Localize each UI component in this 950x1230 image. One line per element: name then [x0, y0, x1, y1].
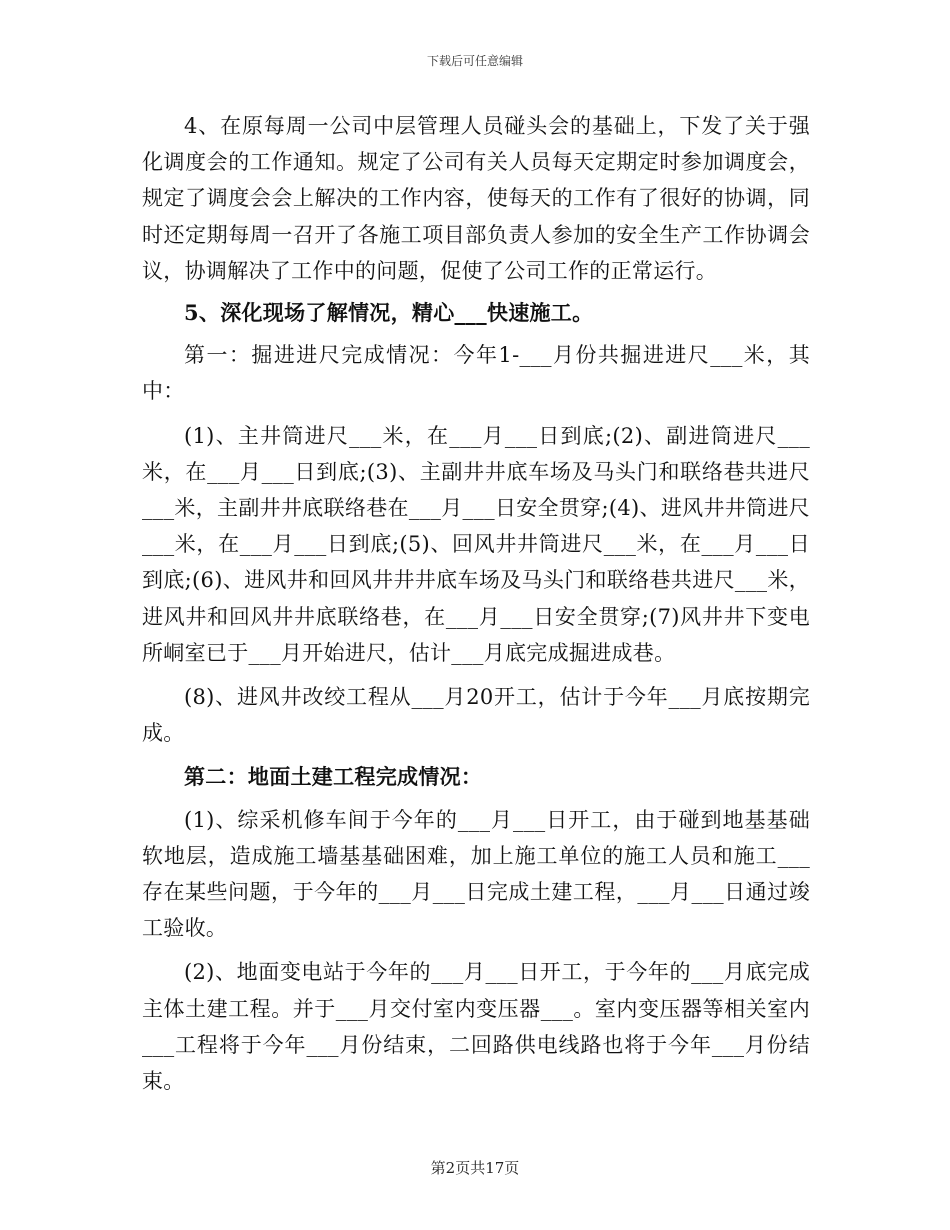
heading-civil-works: 第二：地面土建工程完成情况：	[184, 764, 483, 790]
page-header: 下载后可任意编辑	[426, 54, 523, 68]
paragraph-coordination-meeting: 4、在原每周一公司中层管理人员碰头会的基础上，下发了关于强化调度会的工作通知。规定了公司有关人员每天定期定时参加调度会，规定了调度会会上解决的工作内容，使每天的工作有了很好的协调，同时还定期每周一召开了各施工项目部负责人参加的安全生产工作协调会议，协调解决了工作中的问题，促使了公司工作的正常运行。	[142, 114, 810, 283]
page-footer: 第2页共17页	[430, 1159, 520, 1177]
paragraph-substation: (2)、地面变电站于今年的___月___日开工，于今年的___月底完成主体土建工程。并于___月交付室内变压器___。室内变压器等相关室内___工程将于今年___月份结束，二回路供电线路也将于今年___月份结束。	[142, 960, 810, 1094]
paragraph-air-shaft-winch: (8)、进风井改绞工程从___月20开工，估计于今年___月底按期完成。	[142, 685, 810, 746]
document-body	[142, 108, 810, 1099]
heading-site-construction: 5、深化现场了解情况，精心___快速施工。	[184, 300, 594, 326]
paragraph-repair-workshop: (1)、综采机修车间于今年的___月___日开工，由于碰到地基基础软地层，造成施工墙基基础困难，加上施工单位的施工人员和施工___存在某些问题，于今年的___月___日完成土建工程，___月___日通过竣工验收。	[142, 807, 810, 941]
paragraph-shaft-details: (1)、主井筒进尺___米，在___月___日到底;(2)、副进筒进尺___米，在___月___日到底;(3)、主副井井底车场及马头门和联络巷共进尺___米，主副井井底联络巷在___月___日安全贯穿;(4)、进风井井筒进尺___米，在___月___日到底;(5)、回风井井筒进尺___米，在___月___日到底;(6)、进风井和回风井井井底车场及马头门和联络巷共进尺___米，进风井和回风井井底联络巷，在___月___日安全贯穿;(7)风井井下变电所峒室已于___月开始进尺，估计___月底完成掘进成巷。	[142, 423, 810, 665]
paragraph-excavation-progress: 第一：掘进进尺完成情况：今年1-___月份共掘进进尺___米，其中：	[142, 343, 810, 404]
